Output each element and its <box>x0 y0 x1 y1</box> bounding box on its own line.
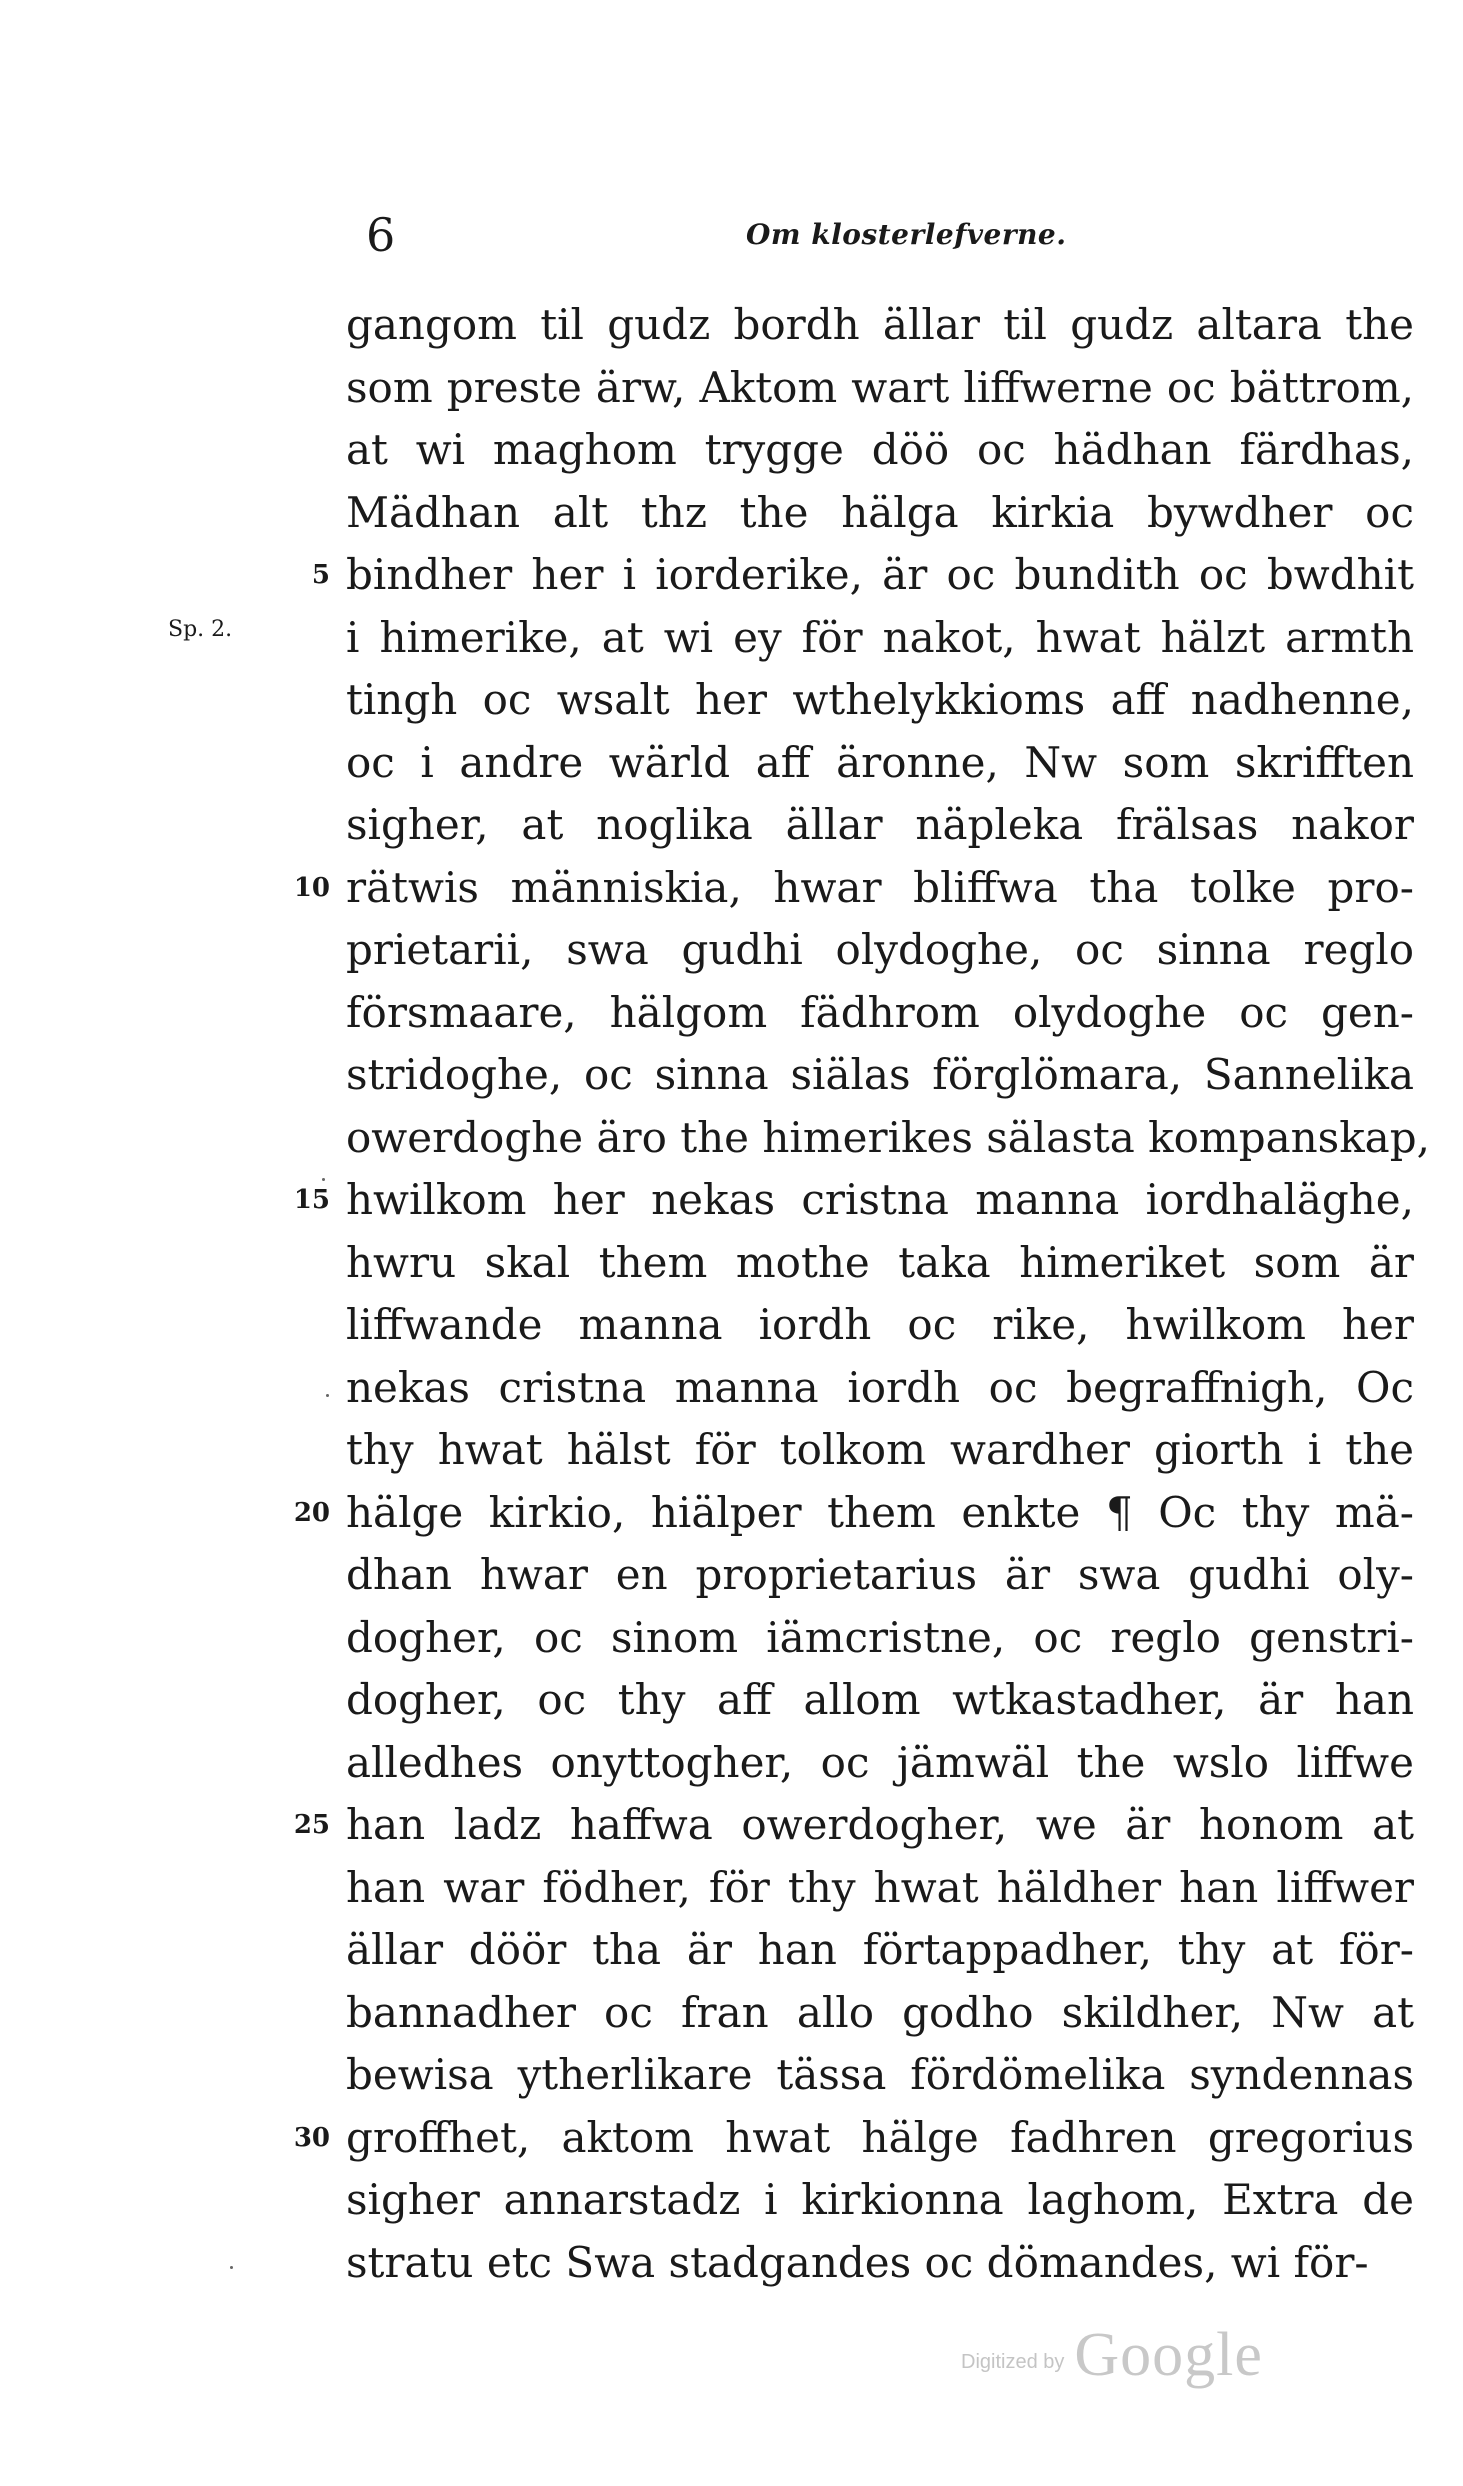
google-logo: Google <box>1074 2321 1263 2389</box>
text-line: dogher, oc thy aff allom wtkastadher, är han <box>346 1675 1414 1724</box>
text-line: som preste ärw, Aktom wart liffwerne oc bättrom, <box>346 362 1414 412</box>
text-line: alledhes onyttogher, oc jämwäl the wslo liffwe <box>346 1737 1414 1787</box>
text-line: liffwande manna iordh oc rike, hwilkom her <box>346 1300 1414 1349</box>
line-number-25: 25 <box>293 1810 330 1840</box>
line-number-20: 20 <box>293 1497 330 1528</box>
digitized-credit <box>961 2306 1263 2389</box>
text-line: bindher her i iorderike, är oc bundith oc bwdhit <box>346 550 1414 599</box>
text-line: owerdoghe äro the himerikes sälasta kompanskap, <box>346 1112 1430 1162</box>
text-line: groffhet, aktom hwat hälge fadhren gregorius <box>346 2112 1414 2162</box>
print-speck <box>322 1178 325 1181</box>
text-line: sigher, at noglika ällar näpleka frälsas nakor <box>346 800 1414 849</box>
body-text <box>346 294 1430 2294</box>
print-speck <box>326 1394 329 1397</box>
line-number-30: 30 <box>293 2122 330 2153</box>
running-title: Om klosterlefverne. <box>746 218 1067 251</box>
text-line: bewisa ytherlikare tässa fördömelika syndennas <box>346 2050 1414 2099</box>
text-line: dogher, oc sinom iämcristne, oc reglo genstri- <box>346 1612 1414 1662</box>
text-line: hwru skal them mothe taka himeriket som är <box>346 1237 1414 1287</box>
text-line: i himerike, at wi ey för nakot, hwat hälzt armth <box>346 612 1414 662</box>
text-line: stridoghe, oc sinna siälas förglömara, Sannelika <box>346 1050 1414 1099</box>
line-number-5: 5 <box>311 560 330 590</box>
digitized-label: Digitized by <box>961 2351 1065 2373</box>
print-speck <box>230 2266 233 2269</box>
line-number-15: 15 <box>293 1185 330 1215</box>
text-line: hälge kirkio, hiälper them enkte ¶ Oc thy mä- <box>346 1487 1414 1537</box>
text-line: prietarii, swa gudhi olydoghe, oc sinna reglo <box>346 925 1414 974</box>
text-line: Mädhan alt thz the hälga kirkia bywdher oc <box>346 487 1414 537</box>
page-number: 6 <box>366 208 396 262</box>
text-line: oc i andre wärld aff äronne, Nw som skrifften <box>346 737 1414 787</box>
text-line: ällar döör tha är han förtappadher, thy at för- <box>346 1925 1414 1974</box>
text-line: at wi maghom trygge döö oc hädhan färdhas, <box>346 425 1414 474</box>
text-line: rätwis människia, hwar bliffwa tha tolke pro- <box>346 862 1414 912</box>
text-line: dhan hwar en proprietarius är swa gudhi oly- <box>346 1550 1414 1599</box>
text-line: gangom til gudz bordh ällar til gudz altara the <box>346 300 1414 349</box>
text-line: han war födher, för thy hwat häldher han liffwer <box>346 1862 1414 1912</box>
text-line: tingh oc wsalt her wthelykkioms aff nadhenne, <box>346 675 1414 724</box>
margin-note: Sp. 2. <box>168 617 233 642</box>
text-line: nekas cristna manna iordh oc begraffnigh, Oc <box>346 1362 1414 1412</box>
text-line: försmaare, hälgom fädhrom olydoghe oc gen- <box>346 987 1414 1037</box>
text-line: stratu etc Swa stadgandes oc dömandes, wi för- <box>346 2237 1369 2287</box>
line-number-10: 10 <box>293 872 330 903</box>
text-line: sigher annarstadz i kirkionna laghom, Extra de <box>346 2175 1414 2224</box>
text-line: thy hwat hälst för tolkom wardher giorth i the <box>346 1425 1414 1474</box>
text-line: han ladz haffwa owerdogher, we är honom at <box>346 1800 1414 1849</box>
text-line: bannadher oc fran allo godho skildher, Nw at <box>346 1987 1414 2037</box>
text-line: hwilkom her nekas cristna manna iordhaläghe, <box>346 1175 1414 1224</box>
